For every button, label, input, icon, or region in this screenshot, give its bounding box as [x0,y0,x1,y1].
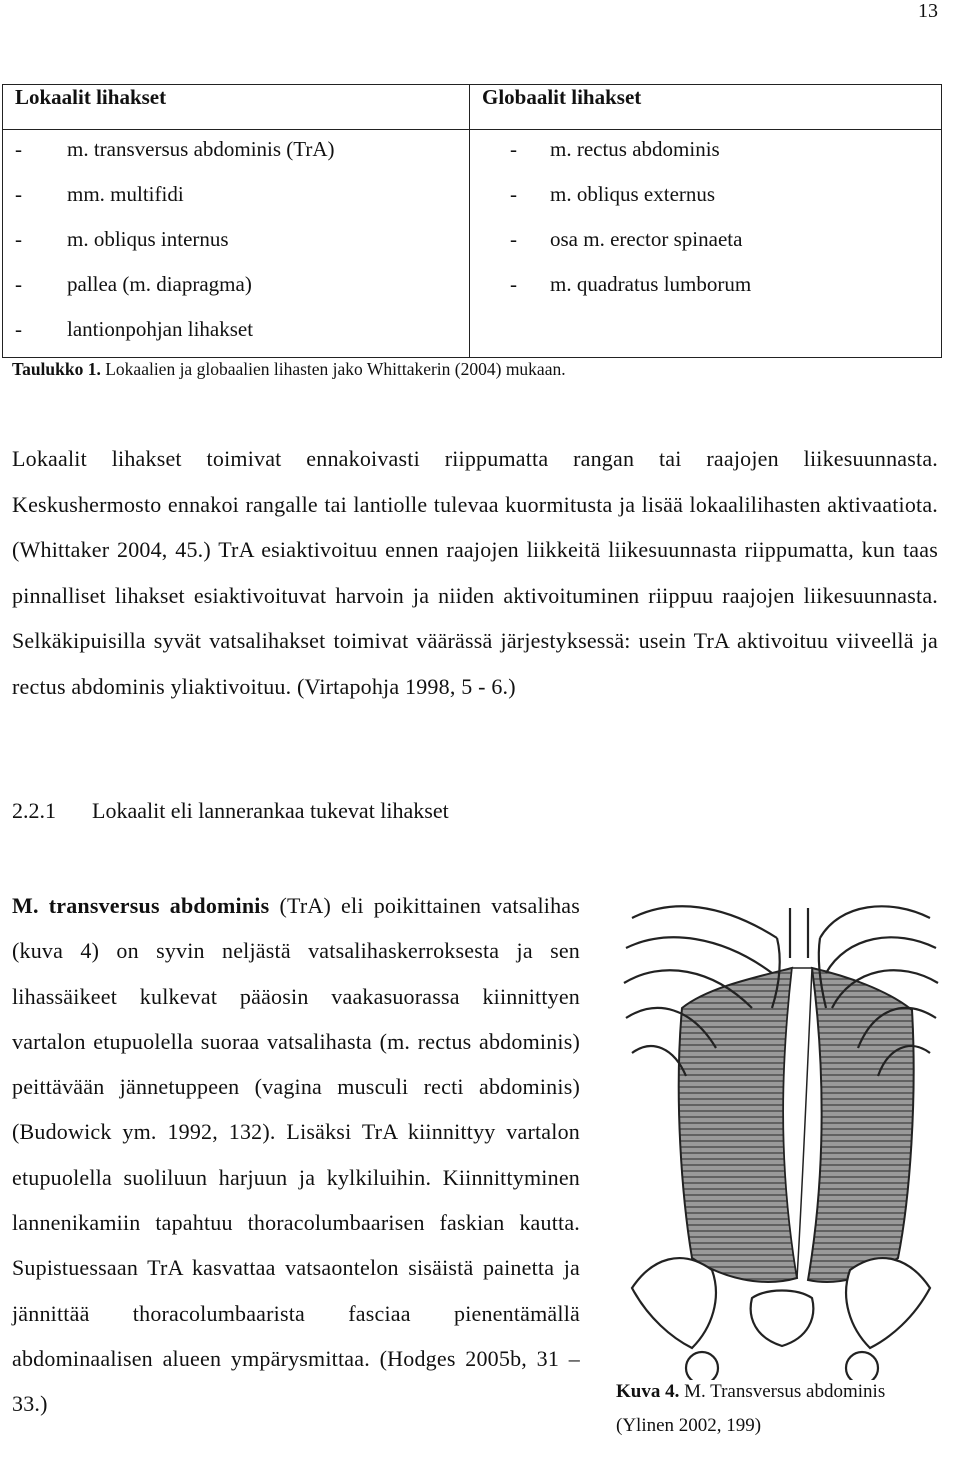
table-caption-text: Lokaalien ja globaalien lihasten jako Whittakerin (2004) mukaan. [100,359,566,379]
page-number: 13 [918,0,938,22]
figure-caption-line [616,1375,885,1409]
right-muscle [808,968,914,1282]
list-item: - m. transversus abdominis (TrA) [15,137,335,161]
global-muscles-list [470,132,941,312]
list-item: - m. obliqus externus [510,182,716,206]
paragraph-local-muscles: Lokaalit lihakset toimivat ennakoivasti riippumatta rangan tai raajojen liikesuunnasta. Keskushermosto ennakoi rangalle tai lantiolle tulevaa kuormitusta ja lisää lokaalilihasten aktivaatiota. (Whittaker 2004, 45.) TrA esiaktivoituu ennen raajojen liikkeitä liikesuunnasta riippumatta, kun taas pinnalliset lihakset esiaktivoituvat harvoin ja niiden aktivoituminen riippuu raajojen liikesuunnasta. Selkäkipuisilla syvät vatsalihakset toimivat väärässä järjestyksessä: usein TrA aktivoituu viiveellä ja rectus abdominis yliaktivoituu. (Virtapohja 1998, 5 - 6.) [12,446,938,699]
global-muscles-cell [470,130,942,358]
list-item: - lantionpohjan lihakset [15,317,254,341]
local-muscles-cell [3,130,470,358]
table-header-row [3,85,942,130]
table-caption-label: Taulukko 1. [12,359,101,379]
paragraph-text: (TrA) eli poikittainen vatsalihas (kuva 4) on syvin neljästä vatsalihaskerroksesta ja sen lihassäikeet kulkevat pääosin vaakasuorassa kiinnittyen vartalon etupuolella suoraa vatsalihasta (m. rectus abdominis) peittävään jännetuppeen (vagina musculi recti abdominis) (Budowick ym. 1992, 132). Lisäksi TrA kiinnittyy vartalon etupuolella suoliluun harjuun ja kylkiluihin. Kiinnittyminen lannenikamiin tapahtuu thoracolumbaarisen faskian kautta. Supistuessaan TrA kasvattaa vatsaontelon sisäistä painetta ja jännittää thoracolumbaarista fasciaa pienentämällä abdominaalisen alueen ympärysmittaa. (Hodges 2005b, 31 – 33.) [12,893,580,1417]
list-item: - mm. multifidi [15,182,184,206]
table-body-row [3,130,942,358]
anatomy-drawing [612,898,950,1380]
paragraph-transversus [12,883,580,1427]
section-number: 2.2.1 [12,798,56,823]
list-item: - m. obliqus internus [15,227,229,251]
figure-caption-label: Kuva 4. [616,1381,680,1402]
section-heading [12,798,449,824]
list-item: - pallea (m. diapragma) [15,272,252,296]
table-caption [12,359,566,380]
paragraph-bold-lead: M. transversus abdominis [12,893,270,918]
figure-caption-source: (Ylinen 2002, 199) [616,1415,762,1436]
list-item: - m. quadratus lumborum [510,272,752,296]
section-title: Lokaalit eli lannerankaa tukevat lihakset [92,798,449,823]
list-item: - m. rectus abdominis [510,137,720,161]
list-item: - osa m. erector spinaeta [510,227,743,251]
global-muscles-header: Globaalit lihakset [470,85,942,130]
transversus-abdominis-illustration [612,898,950,1380]
local-muscles-header: Lokaalit lihakset [3,85,470,130]
figure-caption-text: M. Transversus abdominis [679,1381,886,1402]
left-muscle [679,968,797,1282]
figure-caption [616,1375,885,1443]
muscle-classification-table [2,84,942,358]
local-muscles-list [3,132,469,357]
